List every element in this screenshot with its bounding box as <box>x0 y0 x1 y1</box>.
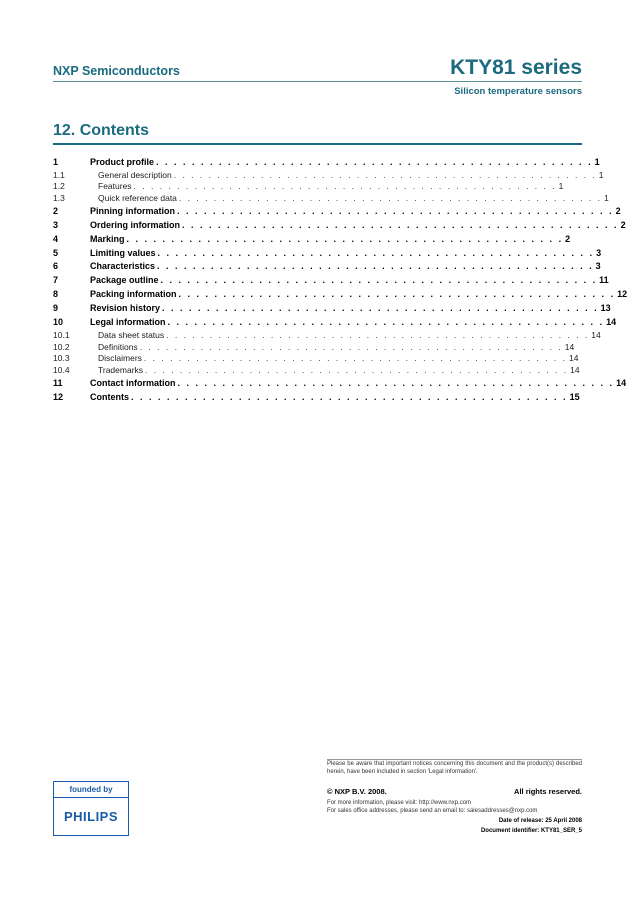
toc-entry[interactable] <box>53 260 601 274</box>
toc-page-number[interactable]: 3 <box>596 247 602 258</box>
toc-page-number[interactable]: 14 <box>591 329 601 340</box>
rights-reserved: All rights reserved. <box>514 787 582 796</box>
toc-number: 6 <box>53 261 59 272</box>
toc-number: 10 <box>53 317 64 328</box>
toc-label[interactable]: Ordering information <box>90 219 180 230</box>
toc-number: 10.2 <box>53 341 70 352</box>
toc-number: 10.1 <box>53 329 70 340</box>
toc-number: 11 <box>53 377 63 388</box>
toc-entry[interactable] <box>53 192 609 204</box>
toc-entry[interactable] <box>53 315 617 329</box>
toc-leader-dots: . . . . . . . . . . . . . . . . . . . . . . . . . . . . . . . . . . . . . . . . . . . . . . . . . <box>166 329 590 340</box>
toc-page-number[interactable]: 2 <box>615 205 621 216</box>
logo-founded-by: founded by <box>54 782 128 798</box>
toc-page-number[interactable]: 2 <box>620 219 626 230</box>
toc-leader-dots: . . . . . . . . . . . . . . . . . . . . . . . . . . . . . . . . . . . . . . . . . . . . . . . . . <box>167 317 605 328</box>
toc-entry[interactable] <box>53 341 575 353</box>
toc-label[interactable]: Quick reference data <box>98 193 177 204</box>
toc-number: 8 <box>53 289 59 300</box>
toc-page-number[interactable]: 14 <box>564 341 575 352</box>
toc-label[interactable]: Product profile <box>90 156 155 167</box>
toc-label[interactable]: Legal information <box>90 317 166 328</box>
toc-page-number[interactable]: 1 <box>598 169 604 180</box>
toc-number: 1.2 <box>53 181 65 192</box>
toc-leader-dots: . . . . . . . . . . . . . . . . . . . . . . . . . . . . . . . . . . . . . . . . . . . . . . . . . <box>178 289 616 300</box>
toc-number: 5 <box>53 247 59 258</box>
document-identifier: Document identifier: KTY81_SER_5 <box>480 828 582 834</box>
toc-label[interactable]: General description <box>98 169 172 180</box>
toc-leader-dots: . . . . . . . . . . . . . . . . . . . . . . . . . . . . . . . . . . . . . . . . . . . . . . . . . <box>157 261 594 272</box>
toc-entry[interactable] <box>53 390 580 404</box>
toc-number: 10.3 <box>53 353 70 364</box>
toc-leader-dots: . . . . . . . . . . . . . . . . . . . . . . . . . . . . . . . . . . . . . . . . . . . . . . . . . <box>139 341 563 352</box>
toc-leader-dots: . . . . . . . . . . . . . . . . . . . . . . . . . . . . . . . . . . . . . . . . . . . . . . . . . <box>182 219 619 230</box>
toc-leader-dots: . . . . . . . . . . . . . . . . . . . . . . . . . . . . . . . . . . . . . . . . . . . . . . . . . <box>177 205 614 216</box>
toc-entry[interactable] <box>53 273 609 287</box>
product-subtitle: Silicon temperature sensors <box>454 86 582 97</box>
toc-label[interactable]: Limiting values <box>90 247 156 258</box>
toc-leader-dots: . . . . . . . . . . . . . . . . . . . . . . . . . . . . . . . . . . . . . . . . . . . . . . . . . <box>178 193 602 204</box>
section-divider <box>53 143 582 145</box>
toc-entry[interactable] <box>53 204 621 218</box>
sales-email-info: For sales office addresses, please send an email to: salesaddresses@nxp.com <box>327 807 538 814</box>
toc-number: 2 <box>53 205 59 216</box>
toc-number: 4 <box>53 233 59 244</box>
toc-leader-dots: . . . . . . . . . . . . . . . . . . . . . . . . . . . . . . . . . . . . . . . . . . . . . . . . . <box>157 247 595 258</box>
toc-number: 1.3 <box>53 193 65 204</box>
website-info: For more information, please visit: http://www.nxp.com <box>327 800 472 806</box>
toc-label[interactable]: Characteristics <box>90 261 156 272</box>
toc-leader-dots: . . . . . . . . . . . . . . . . . . . . . . . . . . . . . . . . . . . . . . . . . . . . . . . . . <box>162 303 599 314</box>
toc-label[interactable]: Marking <box>90 233 125 244</box>
toc-number: 1 <box>53 156 59 167</box>
toc-number: 10.4 <box>53 364 70 375</box>
toc-leader-dots: . . . . . . . . . . . . . . . . . . . . . . . . . . . . . . . . . . . . . . . . . . . . . . . . . <box>143 353 567 364</box>
toc-page-number[interactable]: 1 <box>594 156 600 167</box>
toc-entry[interactable] <box>53 287 628 301</box>
toc-entry[interactable] <box>53 246 602 260</box>
toc-leader-dots: . . . . . . . . . . . . . . . . . . . . . . . . . . . . . . . . . . . . . . . . . . . . . . . . . <box>145 364 569 375</box>
toc-page-number[interactable]: 14 <box>606 317 617 328</box>
toc-page-number[interactable]: 12 <box>617 289 628 300</box>
toc-leader-dots: . . . . . . . . . . . . . . . . . . . . . . . . . . . . . . . . . . . . . . . . . . . . . . . . . <box>156 156 593 167</box>
toc-leader-dots: . . . . . . . . . . . . . . . . . . . . . . . . . . . . . . . . . . . . . . . . . . . . . . . . . <box>126 233 564 244</box>
legal-notice: Please be aware that important notices concerning this document and the product(s) described herein, have been included in section 'Legal information'. <box>327 761 582 775</box>
toc-number: 3 <box>53 219 59 230</box>
toc-page-number[interactable]: 14 <box>570 364 580 375</box>
toc-number: 1.1 <box>53 169 65 180</box>
toc-entry[interactable] <box>53 301 611 315</box>
logo-philips: PHILIPS <box>63 809 119 824</box>
toc-page-number[interactable]: 14 <box>616 377 627 388</box>
toc-page-number[interactable]: 13 <box>600 303 611 314</box>
toc-entry[interactable] <box>53 169 604 181</box>
toc-label[interactable]: Contact information <box>90 377 176 388</box>
philips-logo <box>53 781 129 836</box>
toc-label[interactable]: Revision history <box>90 303 161 314</box>
toc-label[interactable]: Packing information <box>90 289 177 300</box>
copyright: © NXP B.V. 2008. <box>327 787 387 796</box>
toc-entry[interactable] <box>53 376 627 390</box>
toc-number: 12 <box>53 391 64 402</box>
toc-leader-dots: . . . . . . . . . . . . . . . . . . . . . . . . . . . . . . . . . . . . . . . . . . . . . . . . . <box>177 377 615 388</box>
toc-entry[interactable] <box>53 232 571 246</box>
toc-entry[interactable] <box>53 352 579 364</box>
header-divider <box>53 81 582 82</box>
company-name: NXP Semiconductors <box>53 64 180 78</box>
toc-number: 7 <box>53 275 59 286</box>
toc-entry[interactable] <box>53 181 564 193</box>
toc-entry[interactable] <box>53 364 580 376</box>
toc-label[interactable]: Package outline <box>90 275 159 286</box>
toc-label[interactable]: Disclaimers <box>98 353 142 364</box>
toc-leader-dots: . . . . . . . . . . . . . . . . . . . . . . . . . . . . . . . . . . . . . . . . . . . . . . . . . <box>131 391 568 402</box>
contact-info <box>327 800 537 815</box>
section-title: 12. Contents <box>53 122 150 139</box>
toc-label[interactable]: Trademarks <box>98 364 144 375</box>
toc-label[interactable]: Contents <box>90 391 129 402</box>
toc-label[interactable]: Data sheet status <box>98 329 165 340</box>
toc-page-number[interactable]: 14 <box>569 353 579 364</box>
toc-page-number[interactable]: 15 <box>569 391 580 402</box>
toc-page-number[interactable]: 2 <box>565 233 571 244</box>
toc-label[interactable]: Definitions <box>98 341 138 352</box>
toc-label[interactable]: Pinning information <box>90 205 175 216</box>
toc-entry[interactable] <box>53 329 601 341</box>
toc-number: 9 <box>53 303 59 314</box>
toc-leader-dots: . . . . . . . . . . . . . . . . . . . . . . . . . . . . . . . . . . . . . . . . . . . . . . . . . <box>173 169 597 180</box>
toc-leader-dots: . . . . . . . . . . . . . . . . . . . . . . . . . . . . . . . . . . . . . . . . . . . . . . . . . <box>160 275 598 286</box>
table-of-contents <box>53 155 628 404</box>
toc-entry[interactable] <box>53 218 626 232</box>
toc-page-number[interactable]: 1 <box>603 193 609 204</box>
release-date: Date of release: 25 April 2008 <box>498 818 582 824</box>
toc-page-number[interactable]: 11 <box>599 275 609 286</box>
toc-entry[interactable] <box>53 155 600 169</box>
toc-leader-dots: . . . . . . . . . . . . . . . . . . . . . . . . . . . . . . . . . . . . . . . . . . . . . . . . . <box>133 181 557 192</box>
product-title: KTY81 series <box>450 56 582 79</box>
toc-page-number[interactable]: 1 <box>558 181 564 192</box>
toc-label[interactable]: Features <box>98 181 132 192</box>
toc-page-number[interactable]: 3 <box>595 261 601 272</box>
